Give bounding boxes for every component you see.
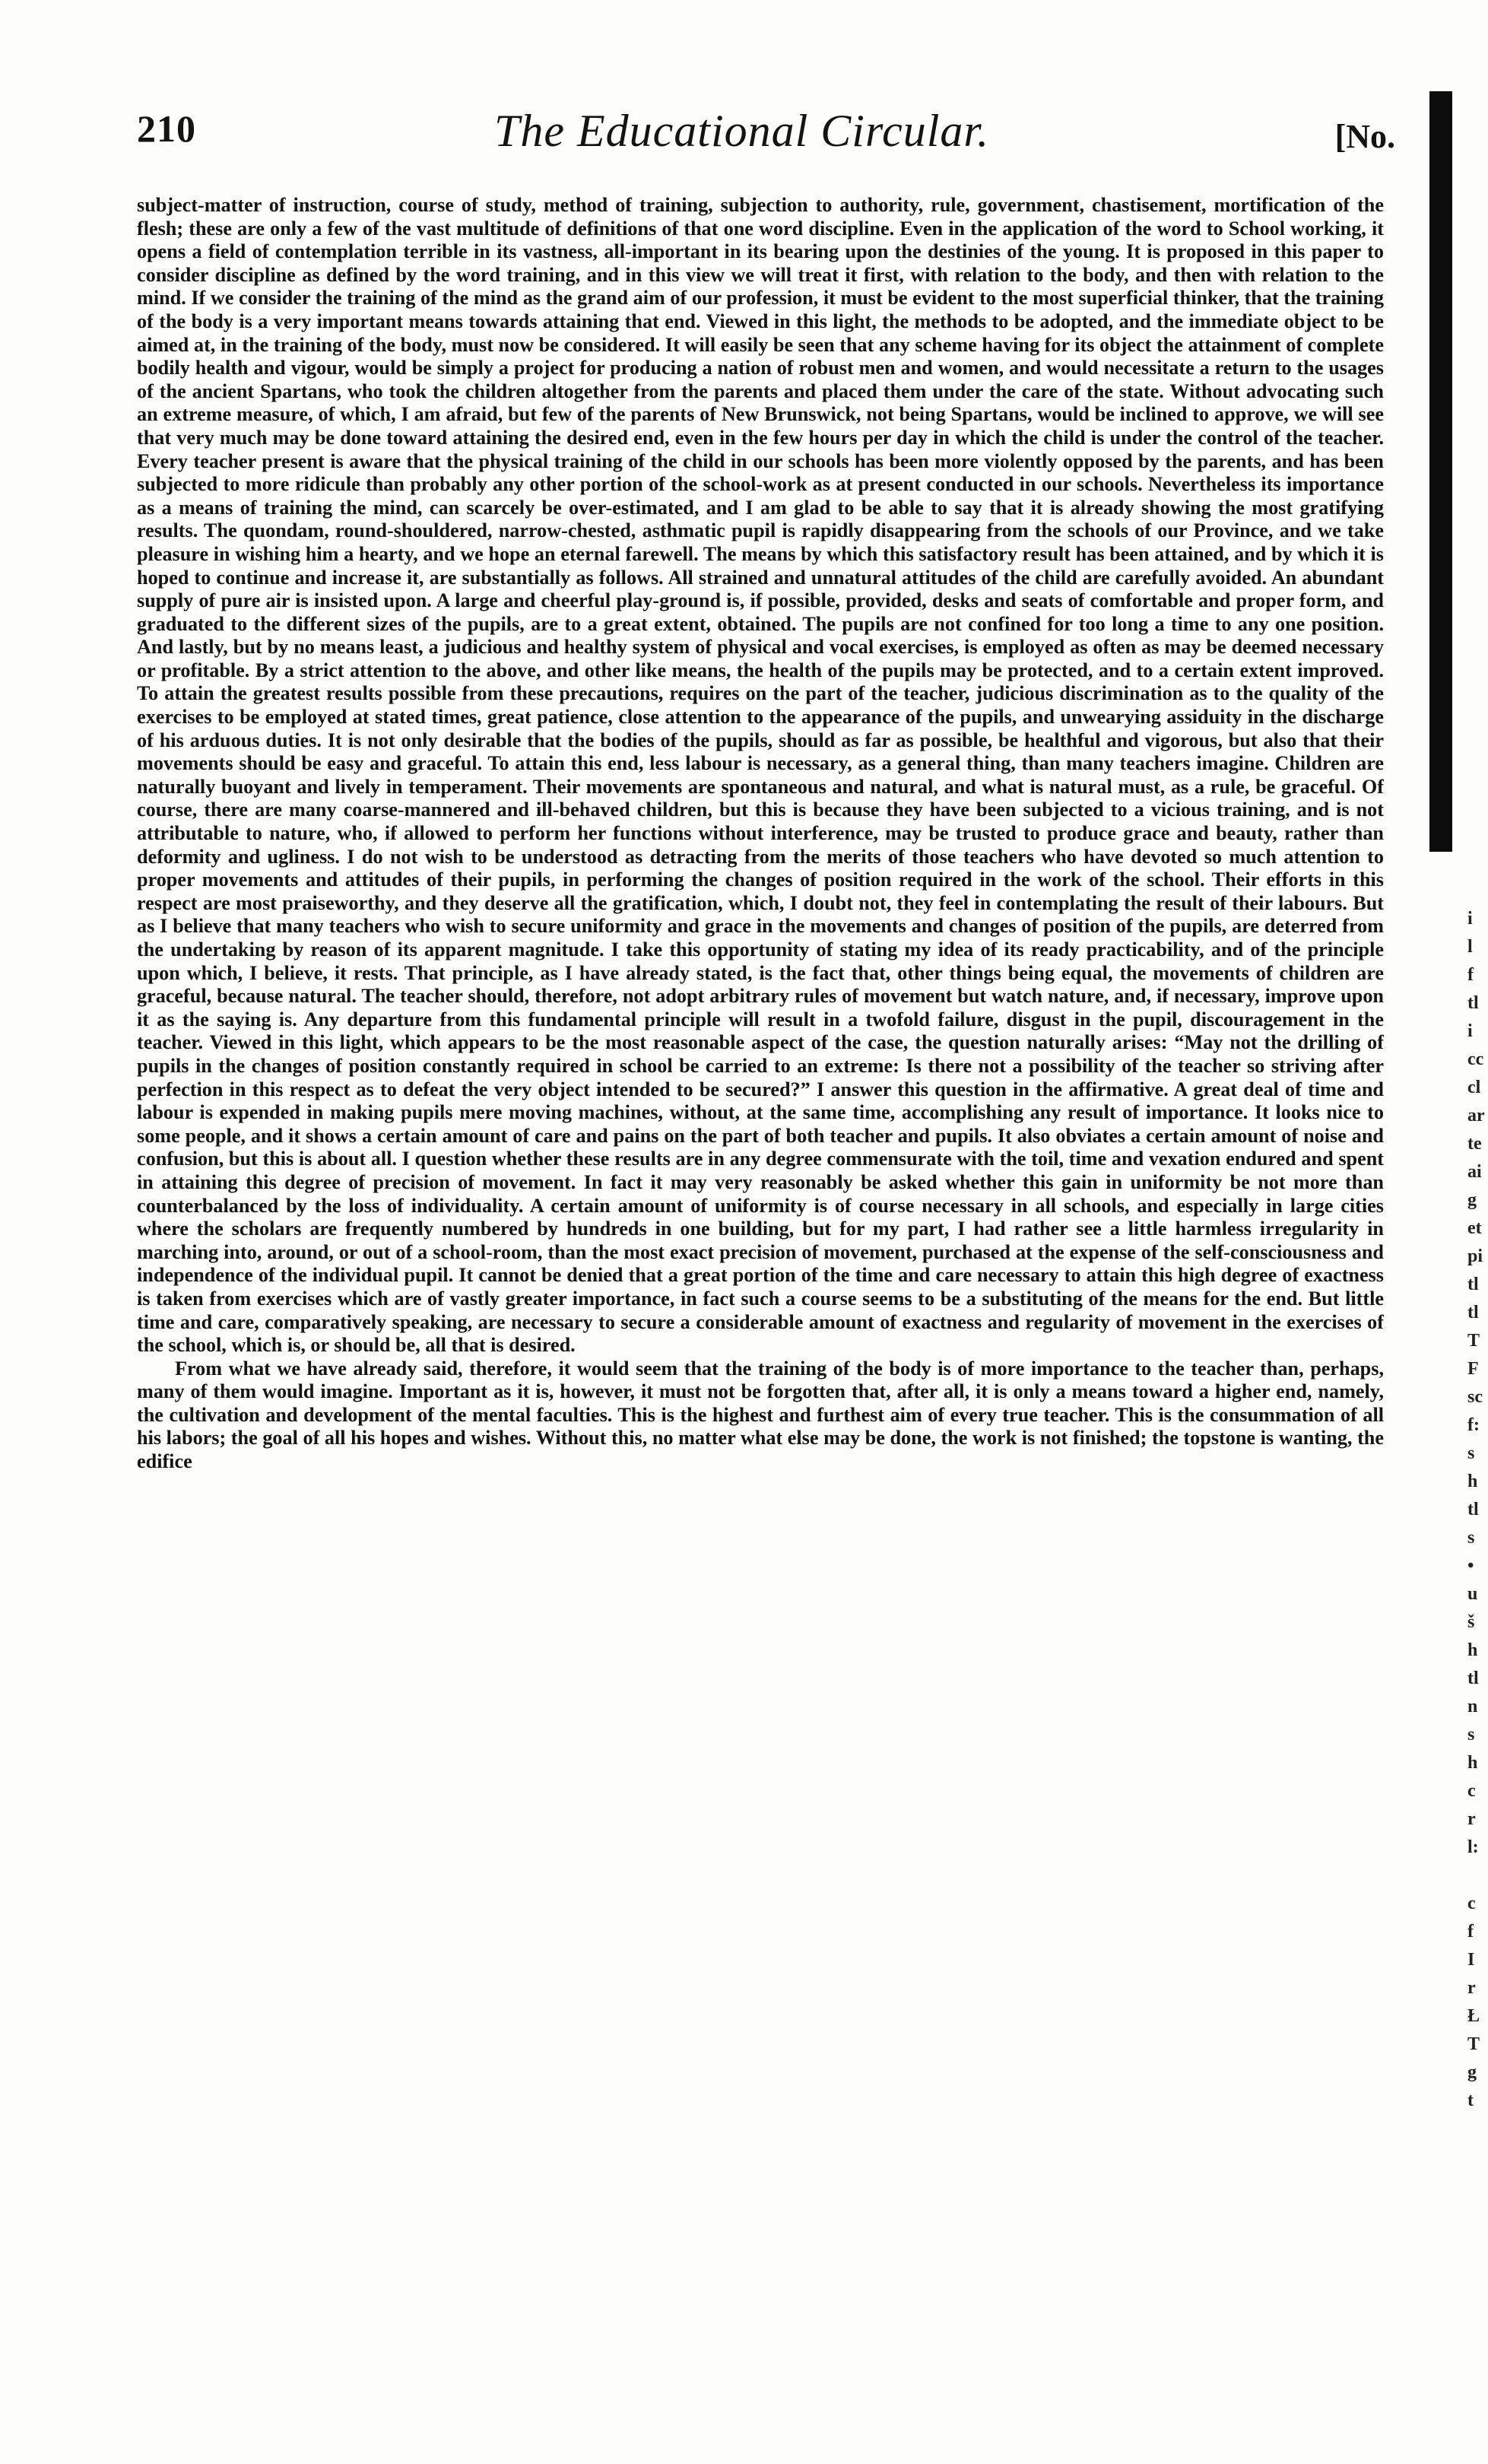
paragraph: subject-matter of instruction, course of study, method of training, subjection to authority, rule, government, chastisement, mortification of the flesh; these are only a few of the vast multitude of definitions of that one word discipline. Even in the application of the word to School working, it opens a field of contemplation terrible in its vastness, all-important in its bearing upon the destinies of the young. It is proposed in this paper to consider discipline as defined by the word training, and in this view we will treat it first, with relation to the body, and then with relation to the mind. If we consider the training of the mind as the grand aim of our profession, it must be evident to the most superficial thinker, that the training of the body is a very important means towards attaining that end. Viewed in this light, the methods to be adopted, and the immediate object to be aimed at, in the training of the body, must now be considered. It will easily be seen that any scheme having for its object the attainment of complete bodily health and vigour, would be simply a project for producing a nation of robust men and women, and would necessitate a return to the usages of the ancient Spartans, who took the children altogether from the parents and placed them under the care of the state. Without advocating such an extreme measure, of which, I am afraid, but few of the parents of New Brunswick, not being Spartans, would be inclined to approve, we will see that very much may be done toward attaining the desired end, even in the few hours per day in which the child is under the control of the teacher. Every teacher present is aware that the physical training of the child in our schools has been more violently opposed by the parents, and has been subjected to more ridicule than probably any other portion of the school-work as at present conducted in our schools. Nevertheless its importance as a means of training the mind, can scarcely be over-estimated, and I am glad to be able to say that it is already showing the most gratifying results. The quondam, round-shouldered, narrow-chested, asthmatic pupil is rapidly disappearing from the schools of our Province, and we take pleasure in wishing him a hearty, and we hope an eternal farewell. The means by which this satisfactory result has been attained, and by which it is hoped to continue and increase it, are substantially as follows. All strained and unnatural attitudes of the child are carefully avoided. An abundant supply of pure air is insisted upon. A large and cheerful play-ground is, if possible, provided, desks and seats of comfortable and proper form, and graduated to the different sizes of the pupils, are to a great extent, obtained. The pupils are not confined for too long a time to any one position. And lastly, but by no means least, a judicious and healthy system of physical and vocal exercises, is employed as often as may be deemed necessary or profitable. By a strict attention to the above, and other like means, the health of the pupils may be protected, and to a certain extent improved. To attain the greatest results possible from these precautions, requires on the part of the teacher, judicious discrimination as to the quality of the exercises to be employed at stated times, great patience, close attention to the appearance of the pupils, and unwearying assiduity in the discharge of his arduous duties. It is not only desirable that the bodies of the pupils, should as far as possible, be healthful and vigorous, but also that their movements should be easy and graceful. To attain this end, less labour is necessary, as a general thing, than many teachers imagine. Children are naturally buoyant and lively in temperament. Their movements are spontaneous and natural, and what is natural must, as a rule, be graceful. Of course, there are many coarse-mannered and ill-behaved children, but this is because they have been subjected to a vicious training, and is not attributable to nature, who, if allowed to perform her functions without interference, may be trusted to produce grace and beauty, rather than deformity and ugliness. I do not wish to be understood as detracting from the merits of those teachers who have devoted so much attention to proper movements and attitudes of their pupils, in performing the changes of position required in the work of the school. Their efforts in this respect are most praiseworthy, and they deserve all the gratification, which, I doubt not, they feel in contemplating the result of their labours. But as I believe that many teachers who wish to secure uniformity and grace in the movements and changes of position of the pupils, are deterred from the undertaking by reason of its apparent magnitude. I take this opportunity of stating my idea of its ready practicability, and of the principle upon which, I believe, it rests. That principle, as I have already stated, is the fact that, other things being equal, the movements of children are graceful, because natural. The teacher should, therefore, not adopt arbitrary rules of movement but watch nature, and, if necessary, improve upon it as the saying is. Any departure from this fundamental principle will result in a twofold failure, disgust in the pupil, discouragement in the teacher. Viewed in this light, which appears to be the most reasonable aspect of the case, the question naturally arises: “May not the drilling of pupils in the changes of position constantly required in school be carried to an extreme: Is there not a possibility of the teacher so striving after perfection in this respect as to defeat the very object intended to be secured?” I answer this question in the affirmative. A great deal of time and labour is expended in making pupils mere moving machines, without, at the same time, accomplishing any result of importance. It looks nice to some people, and it shows a certain amount of care and pains on the part of both teacher and pupils. It also obviates a certain amount of noise and confusion, but this is about all. I question whether these results are in any degree commensurate with the toil, time and vexation endured and spent in attaining this degree of precision of movement. In fact it may very reasonably be asked whether this gain in uniformity be not more than counterbalanced by the loss of individuality. A certain amount of uniformity is of course necessary in all schools, and especially in large cities where the scholars are frequently numbered by hundreds in one building, but for my part, I had rather see a little harmless irregularity in marching into, around, or out of a school-room, than the most exact precision of movement, purchased at the expense of the self-consciousness and independence of the individual pupil. It cannot be denied that a great portion of the time and care necessary to attain this high degree of exactness is taken from exercises which are of vastly greater importance, in fact such a course seems to be a substituting of the means for the end. But little time and care, comparatively speaking, are necessary to secure a considerable amount of exactness and regularity of movement in the exercises of the school, which is, or should be, all that is desired. <box>137 194 1384 1357</box>
margin-fragment: pi <box>1467 1246 1483 1266</box>
margin-fragment: T <box>1467 1331 1480 1351</box>
margin-fragment: tl <box>1467 1500 1479 1519</box>
margin-fragment: h <box>1467 1472 1478 1491</box>
margin-fragment: i <box>1467 909 1473 929</box>
margin-fragment: ai <box>1467 1162 1482 1182</box>
margin-fragment: tl <box>1467 1669 1479 1688</box>
margin-fragment: c <box>1467 1781 1476 1801</box>
margin-fragment: Ł <box>1467 2006 1480 2026</box>
margin-fragment: ar <box>1467 1106 1485 1126</box>
margin-fragment: sc <box>1467 1387 1483 1407</box>
margin-fragment: f <box>1467 965 1474 985</box>
running-title: The Educational Circular. <box>494 106 990 156</box>
margin-fragment: s <box>1467 1725 1475 1745</box>
margin-fragment: t <box>1467 2091 1474 2110</box>
margin-fragment: I <box>1467 1950 1475 1970</box>
margin-fragment <box>1467 1862 1486 1890</box>
margin-fragment: et <box>1467 1218 1482 1238</box>
margin-fragment: u <box>1467 1584 1478 1604</box>
adjacent-page-fragments <box>1467 905 1486 2115</box>
margin-fragment: tl <box>1467 1275 1479 1294</box>
margin-fragment: cl <box>1467 1078 1481 1097</box>
margin-fragment: s <box>1467 1528 1475 1548</box>
margin-fragment: s <box>1467 1443 1475 1463</box>
page-header <box>137 106 1395 167</box>
margin-fragment: h <box>1467 1640 1478 1660</box>
margin-fragment: T <box>1467 2034 1480 2054</box>
margin-fragment: r <box>1467 1978 1476 1998</box>
margin-fragment: te <box>1467 1134 1482 1154</box>
margin-fragment: tl <box>1467 993 1479 1013</box>
margin-fragment: F <box>1467 1359 1479 1379</box>
margin-fragment: h <box>1467 1753 1478 1773</box>
margin-fragment: f <box>1467 1922 1474 1942</box>
binding-edge-bar <box>1429 91 1452 852</box>
margin-fragment: c <box>1467 1894 1476 1913</box>
margin-fragment: tl <box>1467 1303 1479 1322</box>
margin-fragment: g <box>1467 2062 1477 2082</box>
margin-fragment: r <box>1467 1809 1476 1829</box>
margin-fragment: š <box>1467 1612 1475 1632</box>
margin-fragment: f: <box>1467 1415 1480 1435</box>
margin-fragment: • <box>1467 1556 1474 1576</box>
margin-fragment: n <box>1467 1697 1478 1716</box>
margin-fragment: l: <box>1467 1837 1479 1857</box>
margin-fragment: cc <box>1467 1049 1484 1069</box>
margin-fragment: l <box>1467 937 1473 957</box>
issue-label: [No. <box>1334 118 1395 155</box>
margin-fragment: i <box>1467 1021 1473 1041</box>
article-body <box>137 194 1384 2293</box>
paragraph: From what we have already said, therefore, it would seem that the training of the body is of more importance to the teacher than, perhaps, many of them would imagine. Important as it is, however, it must not be forgotten that, after all, it is only a means toward a higher end, namely, the cultivation and development of the mental faculties. This is the highest and furthest aim of every true teacher. This is the consummation of all his labors; the goal of all his hopes and wishes. Without this, no matter what else may be done, the work is not finished; the topstone is wanting, the edifice <box>137 1357 1384 1473</box>
page-number: 210 <box>137 107 196 150</box>
margin-fragment: g <box>1467 1190 1477 1210</box>
